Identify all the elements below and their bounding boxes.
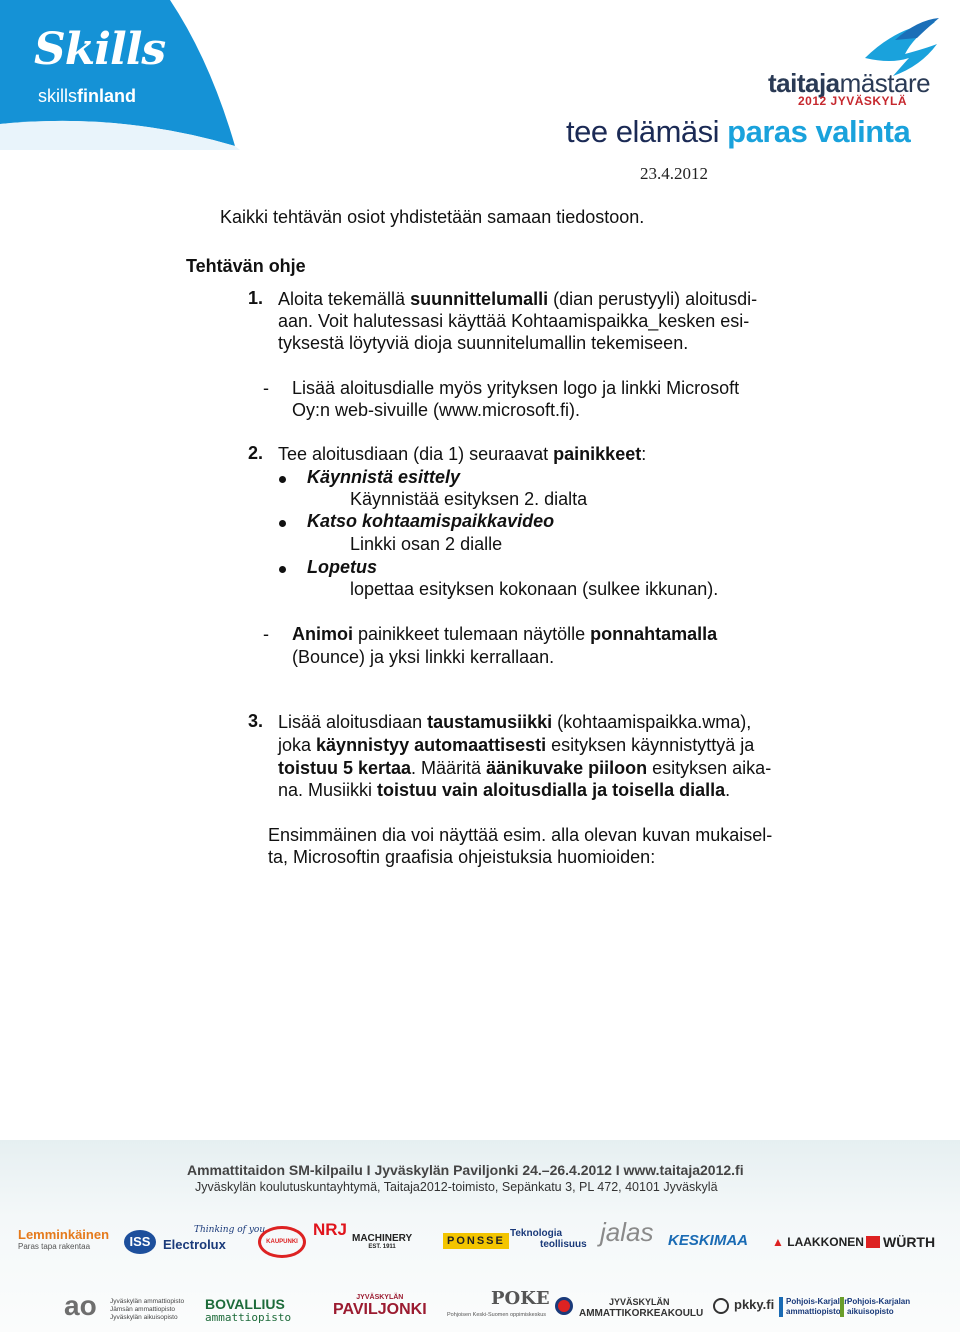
pk-aikuisopisto-logo: Pohjois-Karjalan aikuisopisto (840, 1297, 910, 1317)
button-name-katso: Katso kohtaamispaikkavideo (307, 511, 555, 531)
electrolux-tagline: Thinking of you (194, 1225, 266, 1235)
kaupunki-logo: KAUPUNKI (258, 1226, 306, 1258)
document-date: 23.4.2012 (640, 164, 708, 183)
jamk-emblem-icon (555, 1297, 573, 1315)
step-1-sub-line-2: Oy:n web-sivuille (www.microsoft.fi). (292, 400, 581, 420)
step-1-number: 1. (248, 288, 264, 308)
pkky-logo: pkky.fi (734, 1297, 775, 1312)
nrj-logo: NRJ (313, 1220, 348, 1239)
footer-event-line: Ammattitaidon SM-kilpailu I Jyväskylän Paviljonki 24.–26.4.2012 I www.taitaja2012.fi (187, 1162, 744, 1178)
electrolux-logo: Electrolux (163, 1237, 226, 1252)
ponsse-logo: PONSSE (443, 1233, 509, 1249)
button-name-kaynnista: Käynnistä esittely (307, 467, 461, 487)
teknologiateollisuus-logo: Teknologia teollisuus (510, 1228, 587, 1250)
lemminkainen-logo: Lemminkäinen Paras tapa rakentaa (18, 1227, 110, 1251)
step-3-line-3: toistuu 5 kertaa. Määritä äänikuvake piiloon esityksen aika- (278, 758, 772, 778)
button-name-lopetus: Lopetus (307, 557, 377, 577)
step-2-animate-line-1: Animoi painikkeet tulemaan näytölle ponnahtamalla (292, 624, 718, 644)
jamk-logo: JYVÄSKYLÄN AMMATTIKORKEAKOULU (579, 1297, 704, 1319)
step-1-line-3: tyksestä löytyviä dioja suunnitelumallin tekemiseen. (278, 333, 689, 353)
step-3-line-4: na. Musiikki toistuu vain aloitusdialla ja toisella dialla. (278, 780, 731, 800)
jalas-logo: jalas (600, 1217, 654, 1247)
step-2-line-1: Tee aloitusdiaan (dia 1) seuraavat painikkeet: (278, 444, 647, 464)
step-1-sub-line-1: Lisää aloitusdialle myös yrityksen logo ja linkki Microsoft (292, 378, 740, 398)
intro-text: Kaikki tehtävän osiot yhdistetään samaan tiedostoon. (220, 207, 645, 227)
bullet-icon (279, 566, 286, 573)
bovallius-logo: BOVALLIUS ammattiopisto (205, 1296, 292, 1324)
pkky-emblem-icon (713, 1298, 729, 1314)
tagline: tee elämäsi paras valinta (566, 114, 911, 149)
closing-line-2: ta, Microsoftin graafisia ohjeistuksia huomioiden: (268, 847, 656, 867)
skills-finland-logo-text: skillsfinland (38, 86, 136, 106)
step-3-number: 3. (248, 711, 264, 731)
button-desc-kaynnista: Käynnistää esityksen 2. dialta (350, 489, 588, 509)
step-2-dash: - (263, 624, 269, 644)
step-3-line-2: joka käynnistyy automaattisesti esityksen käynnistyttyä ja (278, 735, 755, 755)
taitajamastare-logo: taitajamästare (768, 68, 931, 98)
step-1-line-2: aan. Voit halutessasi käyttää Kohtaamispaikka_kesken esi- (278, 311, 750, 331)
step-2-animate-line-2: (Bounce) ja yksi linkki kerrallaan. (292, 647, 555, 667)
keskimaa-logo: KESKIMAA (668, 1232, 749, 1249)
bullet-icon (279, 476, 286, 483)
step-1-dash: - (263, 378, 269, 398)
iss-logo: ISS (124, 1230, 156, 1254)
bullet-icon (279, 520, 286, 527)
step-2-number: 2. (248, 443, 264, 463)
pk-ammattiopisto-logo: Pohjois-Karjalan ammattiopisto (779, 1297, 849, 1317)
skills-logo: Skills (34, 24, 166, 75)
wurth-logo: WÜRTH (866, 1234, 935, 1250)
machinery-logo: MACHINERY EST. 1911 (352, 1233, 413, 1250)
paviljonki-logo: JYVÄSKYLÄN PAVILJONKI (333, 1294, 427, 1318)
button-desc-katso: Linkki osan 2 dialle (350, 534, 503, 554)
step-1-line-1: Aloita tekemällä suunnittelumalli (dian perustyyli) aloitusdi- (278, 289, 758, 309)
skills-finland-banner (0, 0, 240, 150)
taitaja-year-text: 2012 JYVÄSKYLÄ (798, 94, 908, 108)
closing-line-1: Ensimmäinen dia voi näyttää esim. alla olevan kuvan mukaisel- (268, 825, 773, 845)
button-desc-lopetus: lopettaa esityksen kokonaan (sulkee ikkunan). (350, 579, 719, 599)
ao-schools-text: Jyväskylän ammattiopisto Jämsän ammattiopisto Jyväskylän aikuisopisto (110, 1298, 185, 1321)
ao-logo: ao (64, 1290, 97, 1321)
instructions-heading: Tehtävän ohje (186, 256, 306, 276)
footer-address-line: Jyväskylän koulutuskuntayhtymä, Taitaja2012-toimisto, Sepänkatu 3, PL 472, 40101 Jyväskylä (195, 1180, 718, 1194)
poke-logo: POKE Pohjoisen Keski-Suomen oppimiskeskus (447, 1288, 550, 1318)
laakkonen-logo: ▲ LAAKKONEN (772, 1235, 864, 1249)
step-3-line-1: Lisää aloitusdiaan taustamusiikki (kohtaamispaikka.wma), (278, 712, 752, 732)
